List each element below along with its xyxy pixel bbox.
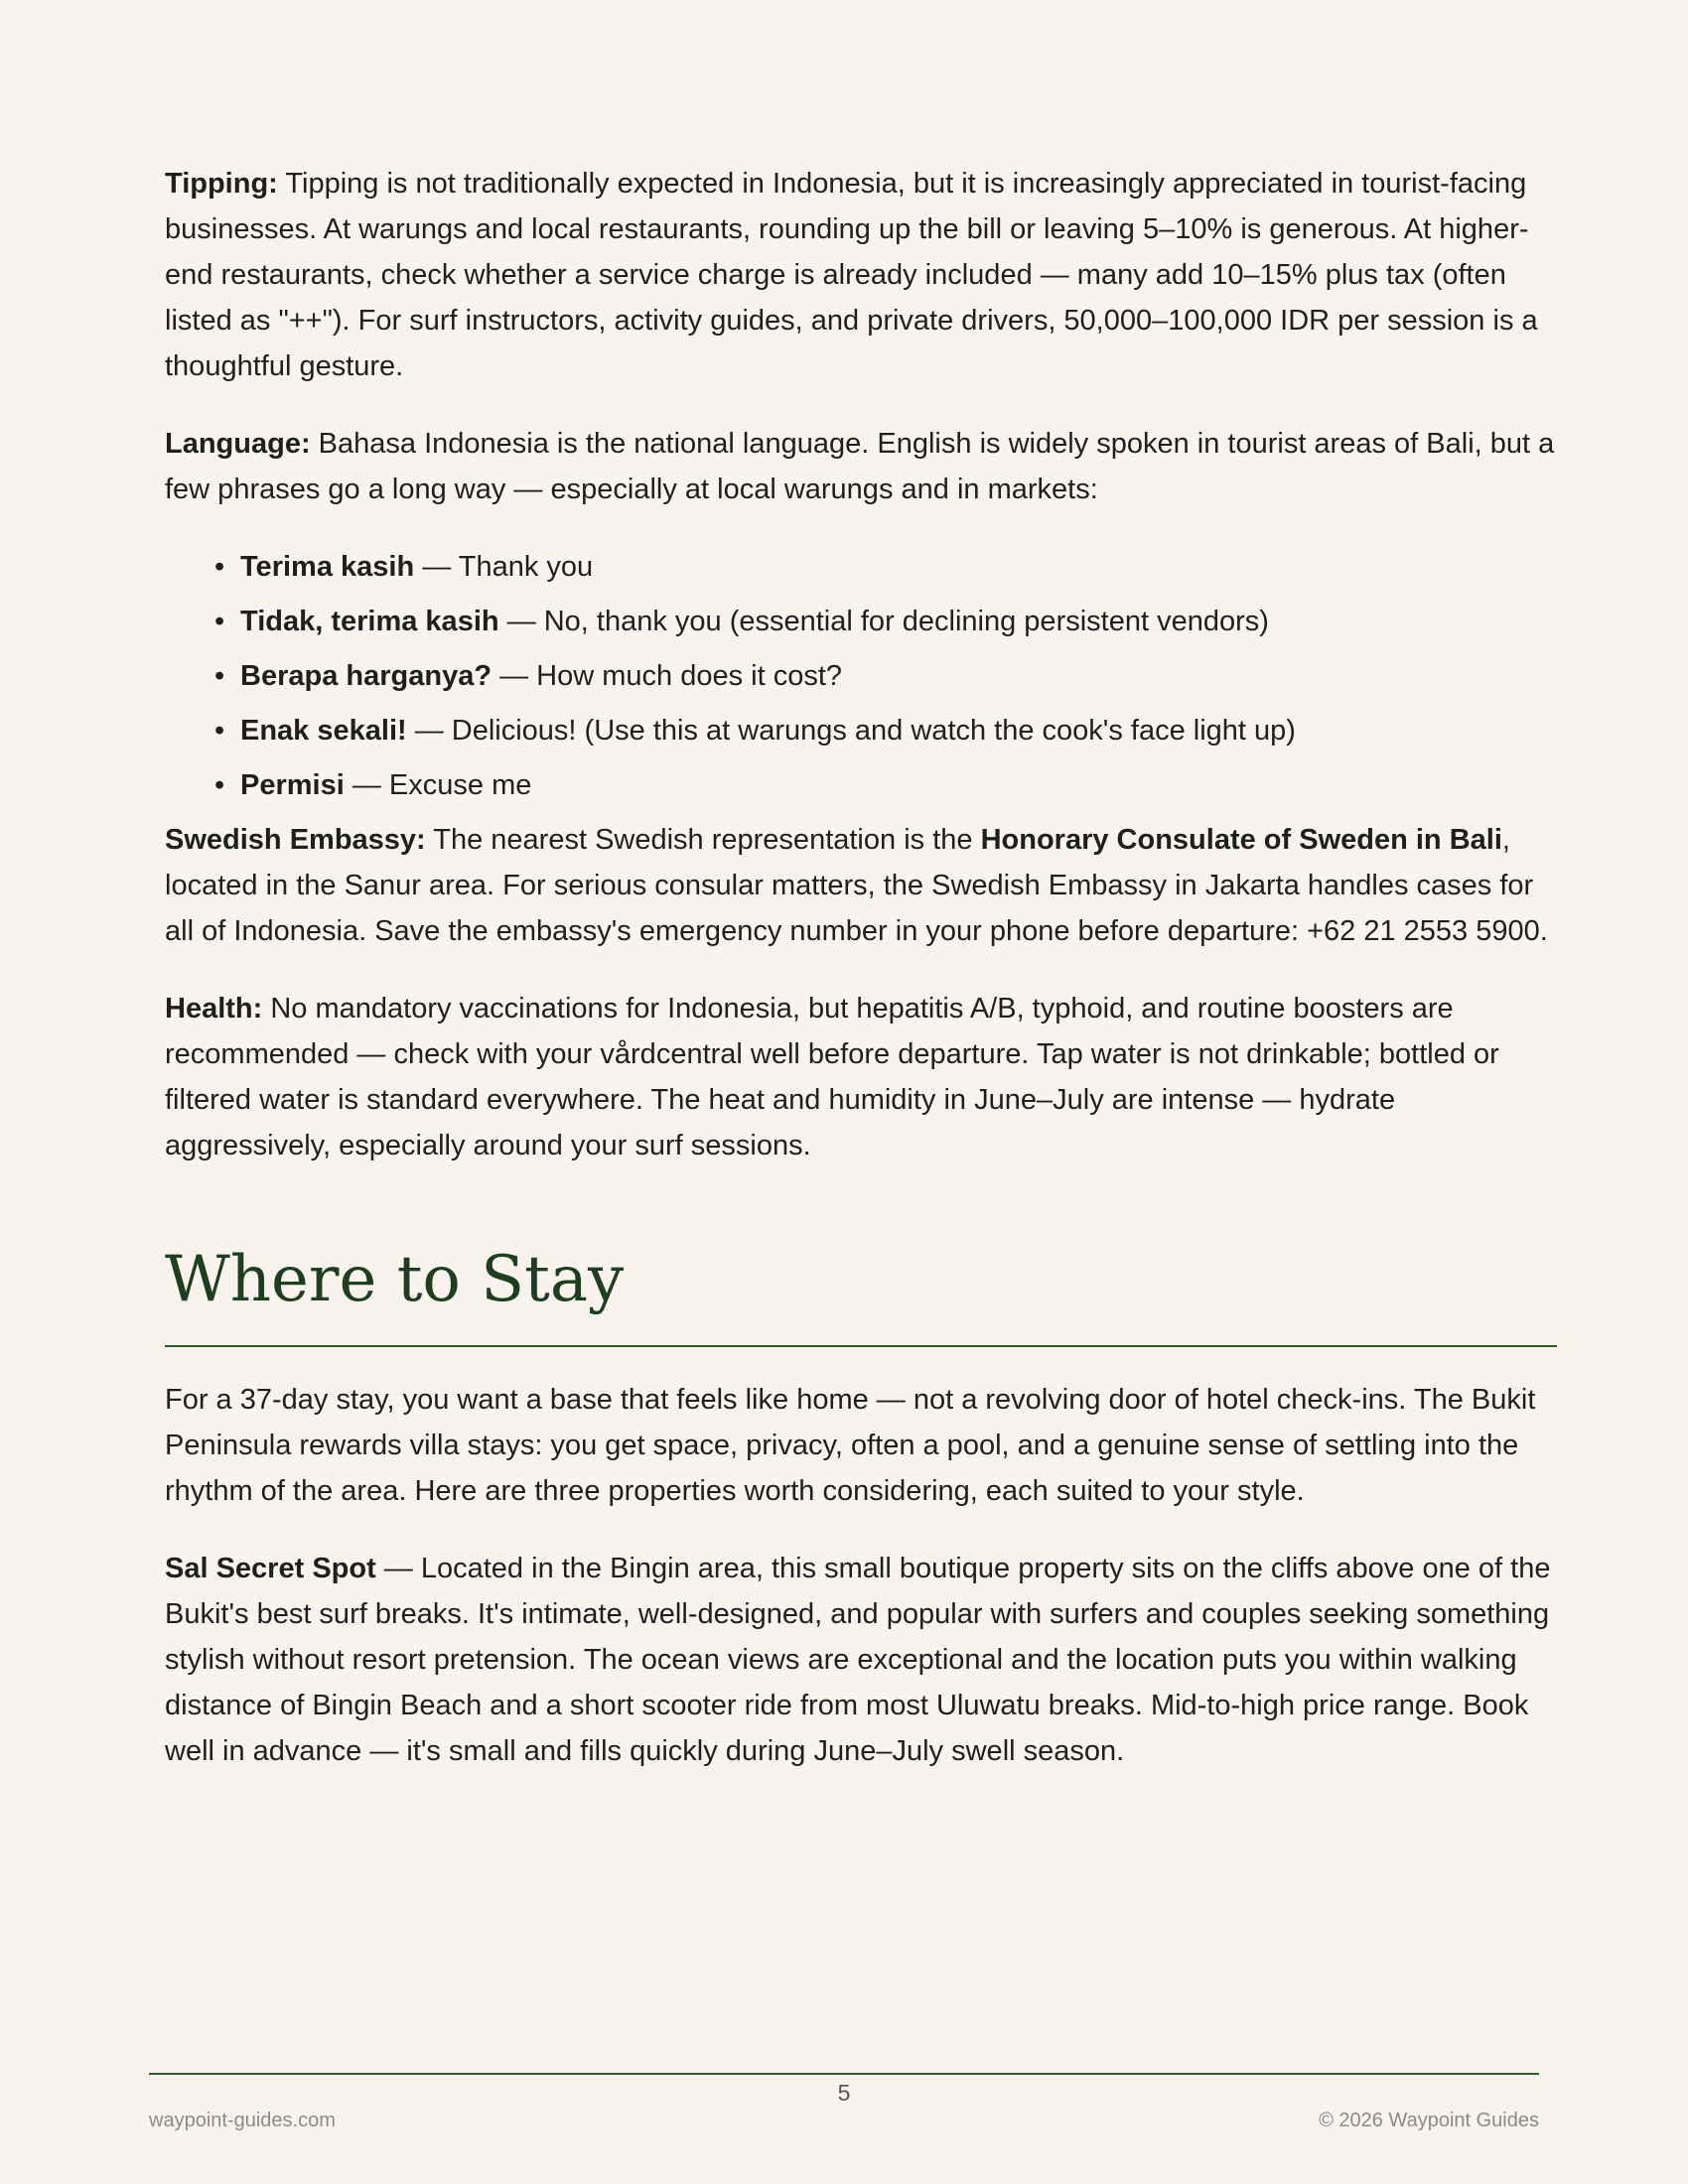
language-text: Bahasa Indonesia is the national language. English is widely spoken in tourist areas of Bali, but a few phrases go a long way — especially at local warungs and in markets: <box>165 428 1555 505</box>
health-label: Health: <box>165 993 263 1024</box>
property-name: Sal Secret Spot <box>165 1553 376 1584</box>
embassy-text-before: The nearest Swedish representation is the <box>425 824 981 856</box>
phrase-item <box>214 708 1557 753</box>
tipping-label: Tipping: <box>165 168 278 200</box>
bullet-icon: • <box>214 606 225 637</box>
bullet-icon: • <box>214 660 225 692</box>
phrase-item <box>214 599 1557 644</box>
health-paragraph <box>165 986 1557 1168</box>
phrase-meaning: — No, thank you (essential for declining persistent vendors) <box>498 606 1269 637</box>
phrase-term: Berapa harganya? <box>240 660 492 692</box>
section-title: Where to Stay <box>165 1243 625 1316</box>
page-number: 5 <box>837 2080 851 2106</box>
phrase-meaning: — Thank you <box>414 551 594 583</box>
page-content <box>165 161 1557 1806</box>
language-paragraph <box>165 421 1557 512</box>
tipping-paragraph <box>165 161 1557 389</box>
phrase-term: Tidak, terima kasih <box>240 606 499 637</box>
footer-copyright: © 2026 Waypoint Guides <box>1319 2110 1539 2131</box>
phrase-item <box>214 762 1557 808</box>
footer-site-link: waypoint-guides.com <box>149 2110 336 2131</box>
phrase-meaning: — Excuse me <box>344 769 532 801</box>
phrase-meaning: — How much does it cost? <box>492 660 843 692</box>
consulate-name: Honorary Consulate of Sweden in Bali <box>980 824 1502 856</box>
tipping-text: Tipping is not traditionally expected in Indonesia, but it is increasingly appreciated in tourist-facing businesses. At warungs and local restaurants, rounding up the bill or leaving 5–10% is generous. At higher-end restaurants, check whether a service charge is already included — many add 10–15% plus tax (often listed as "++"). For surf instructors, activity guides, and private drivers, 50,000–100,000 IDR per session is a thoughtful gesture. <box>165 168 1538 382</box>
property-text: — Located in the Bingin area, this small boutique property sits on the cliffs above one of the Bukit's best surf breaks. It's intimate, well-designed, and popular with surfers and couples seeking something stylish without resort pretension. The ocean views are exceptional and the location puts you within walking distance of Bingin Beach and a short scooter ride from most Uluwatu breaks. Mid-to-high price range. Book well in advance — it's small and fills quickly during June–July swell season. <box>165 1553 1551 1767</box>
property-paragraph <box>165 1546 1557 1774</box>
phrase-term: Permisi <box>240 769 345 801</box>
phrase-list <box>165 544 1557 808</box>
language-label: Language: <box>165 428 311 460</box>
footer-divider <box>149 2073 1539 2075</box>
embassy-label: Swedish Embassy: <box>165 824 426 856</box>
embassy-paragraph <box>165 817 1557 954</box>
bullet-icon: • <box>214 769 225 801</box>
phrase-item <box>214 653 1557 699</box>
bullet-icon: • <box>214 551 225 583</box>
phrase-term: Enak sekali! <box>240 715 407 747</box>
embassy-text-after: , located in the Sanur area. For serious consular matters, the Swedish Embassy in Jakarta handles cases for all of Indonesia. Save the embassy's emergency number in your phone before departure: +62 21 2553 5900. <box>165 824 1548 947</box>
health-text: No mandatory vaccinations for Indonesia, but hepatitis A/B, typhoid, and routine boosters are recommended — check with your vårdcentral well before departure. Tap water is not drinkable; bottled or filtered water is standard everywhere. The heat and humidity in June–July are intense — hydrate aggressively, especially around your surf sessions. <box>165 993 1499 1161</box>
phrase-term: Terima kasih <box>240 551 415 583</box>
phrase-meaning: — Delicious! (Use this at warungs and watch the cook's face light up) <box>406 715 1296 747</box>
section-divider <box>165 1345 1557 1347</box>
stay-intro-paragraph: For a 37-day stay, you want a base that feels like home — not a revolving door of hotel check-ins. The Bukit Peninsula rewards villa stays: you get space, privacy, often a pool, and a genuine sense of settling into the rhythm of the area. Here are three properties worth considering, each suited to your style. <box>165 1384 1536 1507</box>
phrase-item <box>214 544 1557 590</box>
bullet-icon: • <box>214 715 225 747</box>
